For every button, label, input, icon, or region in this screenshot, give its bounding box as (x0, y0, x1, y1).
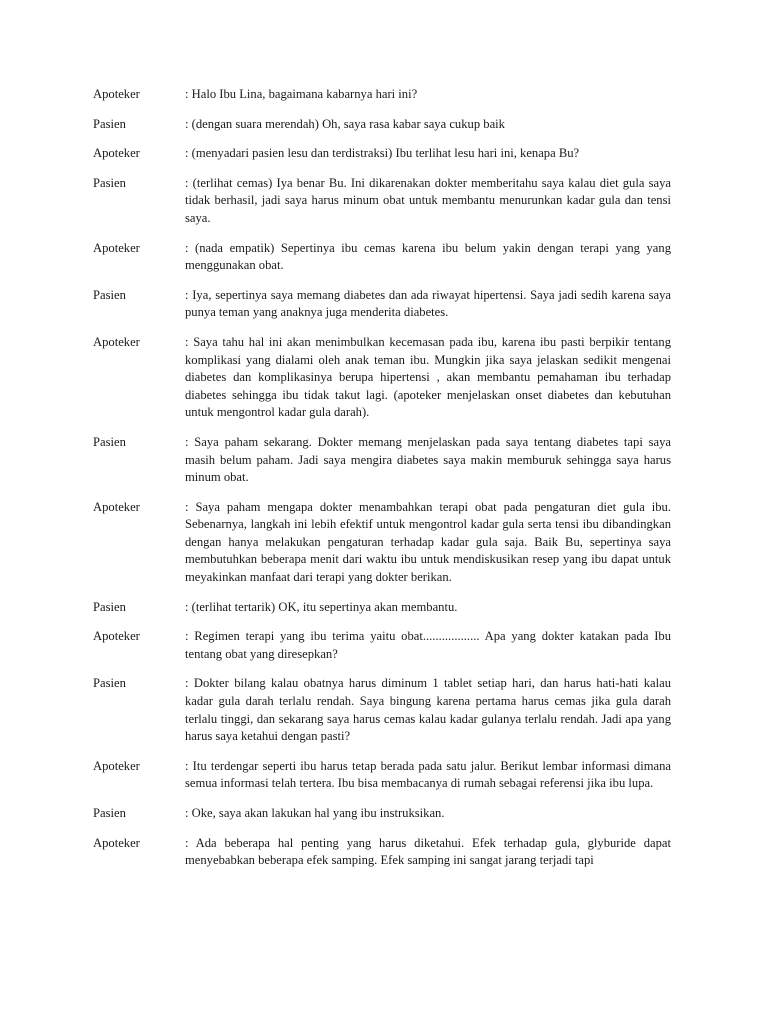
speaker-label: Apoteker (93, 334, 140, 349)
utterance-text: : (terlihat cemas) Iya benar Bu. Ini dikarenakan dokter memberitahu saya kalau diet gula saya tidak berhasil, jadi saya harus minum obat untuk membantu menurunkan kadar gula dan tensi saya. (185, 175, 671, 225)
speaker-label: Pasien (93, 175, 126, 190)
dialogue-entry (93, 434, 671, 487)
dialogue-entry (93, 758, 671, 793)
utterance-text: : Saya paham mengapa dokter menambahkan terapi obat pada pengaturan diet gula ibu. Sebenarnya, langkah ini lebih efektif untuk mengontrol kadar gula serta tensi ibu dibandingkan dengan hanya melakukan pengaturan terhadap kadar gula saja. Baik Bu, sepertinya saya membutuhkan beberapa menit dari waktu ibu untuk mendiskusikan resep yang ibu dapat untuk meyakinkan manfaat dari terapi yang dokter berikan. (185, 499, 671, 585)
utterance-text: : Itu terdengar seperti ibu harus tetap berada pada satu jalur. Berikut lembar informasi dimana semua informasi telah tertera. Ibu bisa membacanya di rumah sebagai referensi jika ibu lupa. (185, 758, 671, 791)
dialogue-entry (93, 599, 671, 617)
speaker-label: Apoteker (93, 240, 140, 255)
speaker-label: Apoteker (93, 758, 140, 773)
speaker-label: Pasien (93, 676, 126, 691)
utterance-text: : (nada empatik) Sepertinya ibu cemas karena ibu belum yakin dengan terapi yang yang menggunakan obat. (185, 240, 671, 273)
speaker-label: Apoteker (93, 629, 140, 644)
utterance-text: : Saya tahu hal ini akan menimbulkan kecemasan pada ibu, karena ibu pasti berpikir tentang komplikasi yang dialami oleh anak teman ibu. Mungkin jika saya jelaskan sedikit mengenai diabetes dan komplikasinya berupa hipertensi , akan membantu pemahaman ibu terhadap diabetes sehingga ibu tidak takut lagi. (apoteker menjelaskan onset diabetes dan kebutuhan untuk mengontrol kadar gula darah). (185, 334, 671, 420)
dialogue-entry (93, 334, 671, 422)
utterance-text: : Iya, sepertinya saya memang diabetes dan ada riwayat hipertensi. Saya jadi sedih karena saya punya teman yang anaknya juga menderita diabetes. (185, 287, 671, 320)
dialogue-page (93, 86, 671, 882)
dialogue-entry (93, 499, 671, 587)
speaker-label: Apoteker (93, 87, 140, 101)
speaker-label: Pasien (93, 806, 126, 820)
utterance-text: : Oke, saya akan lakukan hal yang ibu instruksikan. (185, 806, 445, 820)
utterance-text: : Halo Ibu Lina, bagaimana kabarnya hari ini? (185, 87, 418, 101)
speaker-label: Pasien (93, 434, 126, 449)
utterance-text: : (terlihat tertarik) OK, itu sepertinya akan membantu. (185, 599, 458, 614)
speaker-label: Apoteker (93, 146, 140, 161)
speaker-label: Apoteker (93, 499, 140, 514)
utterance-text: : Regimen terapi yang ibu terima yaitu obat.................. Apa yang dokter katakan pada Ibu tentang obat yang diresepkan? (185, 629, 671, 661)
utterance-text: : (dengan suara merendah) Oh, saya rasa kabar saya cukup baik (185, 116, 505, 131)
utterance-text: : Ada beberapa hal penting yang harus diketahui. Efek terhadap gula, glyburide dapat menyebabkan beberapa efek samping. Efek samping ini sangat jarang terjadi tapi (185, 835, 671, 868)
dialogue-entry (93, 175, 671, 228)
dialogue-entry (93, 675, 671, 745)
dialogue-entry (93, 240, 671, 275)
utterance-text: : (menyadari pasien lesu dan terdistraksi) Ibu terlihat lesu hari ini, kenapa Bu? (185, 146, 580, 161)
dialogue-entry (93, 628, 671, 663)
utterance-text: : Saya paham sekarang. Dokter memang menjelaskan pada saya tentang diabetes tapi saya masih belum paham. Jadi saya mengira diabetes saya makin memburuk sehingga saya harus minum obat. (185, 434, 671, 485)
dialogue-entry (93, 116, 671, 134)
speaker-label: Pasien (93, 287, 126, 302)
speaker-label: Apoteker (93, 835, 140, 850)
utterance-text: : Dokter bilang kalau obatnya harus diminum 1 tablet setiap hari, dan harus hati-hati kalau kadar gula darah terlalu rendah. Saya bingung karena pertama harus cemas jika gula darah terlalu tinggi, dan sekarang saya harus cemas kalau kadar gulanya terlalu rendah. Jadi apa yang harus saya ketahui dengan pasti? (185, 676, 671, 744)
dialogue-entry (93, 835, 671, 870)
speaker-label: Pasien (93, 599, 126, 614)
dialogue-entry (93, 287, 671, 322)
dialogue-entry (93, 145, 671, 163)
dialogue-entry (93, 86, 671, 104)
dialogue-entry (93, 805, 671, 823)
speaker-label: Pasien (93, 116, 126, 131)
